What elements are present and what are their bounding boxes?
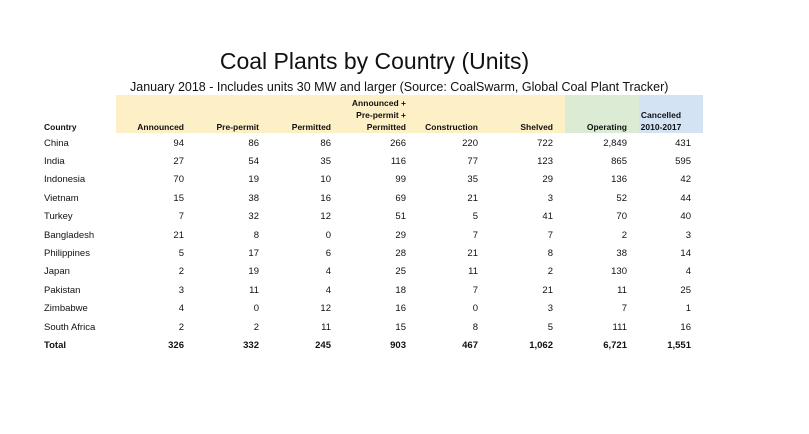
cell-construction: 220 bbox=[462, 137, 478, 149]
cell-announced-pre-permit-permitted: 99 bbox=[395, 174, 406, 186]
cell-shelved: 722 bbox=[537, 137, 553, 149]
table-row bbox=[44, 189, 695, 207]
cell-construction: 21 bbox=[467, 248, 478, 260]
cell-permitted: 16 bbox=[320, 192, 331, 204]
table-row bbox=[44, 152, 695, 170]
cell-shelved: 3 bbox=[547, 303, 553, 315]
page-title: Coal Plants by Country (Units) bbox=[219, 48, 530, 74]
cell-permitted: 12 bbox=[320, 303, 331, 315]
cell-country: India bbox=[44, 156, 65, 168]
cell-announced-pre-permit-permitted: 51 bbox=[395, 211, 406, 223]
cell-permitted: 4 bbox=[325, 266, 331, 278]
cell-cancelled: 16 bbox=[680, 321, 691, 333]
cell-shelved: 41 bbox=[542, 211, 553, 223]
cell-announced-pre-permit-permitted: 28 bbox=[395, 248, 406, 260]
column-header-permitted: Permitted bbox=[291, 122, 331, 132]
cell-permitted: 4 bbox=[325, 284, 331, 296]
cell-country: South Africa bbox=[44, 321, 96, 333]
table-row bbox=[44, 226, 695, 244]
cell-pre-permit: 332 bbox=[243, 339, 259, 351]
cell-construction: 77 bbox=[467, 156, 478, 168]
cell-announced: 70 bbox=[173, 174, 184, 186]
cell-operating: 7 bbox=[621, 303, 627, 315]
cell-operating: 2,849 bbox=[603, 137, 627, 149]
cell-cancelled: 3 bbox=[685, 229, 691, 241]
column-header-shelved: Shelved bbox=[520, 122, 553, 132]
cell-announced-pre-permit-permitted: 16 bbox=[395, 303, 406, 315]
table-row bbox=[44, 134, 695, 152]
table-row bbox=[44, 318, 695, 336]
table-row bbox=[44, 300, 695, 318]
cell-shelved: 5 bbox=[547, 321, 553, 333]
cell-cancelled: 14 bbox=[680, 248, 691, 260]
cell-construction: 21 bbox=[467, 192, 478, 204]
cell-pre-permit: 19 bbox=[248, 174, 259, 186]
cell-cancelled: 595 bbox=[675, 156, 691, 168]
cell-pre-permit: 86 bbox=[248, 137, 259, 149]
cell-announced-pre-permit-permitted: 15 bbox=[395, 321, 406, 333]
cell-announced-pre-permit-permitted: 903 bbox=[390, 339, 406, 351]
table-row bbox=[44, 281, 695, 299]
cell-operating: 2 bbox=[621, 229, 627, 241]
cell-country: China bbox=[44, 137, 69, 149]
cell-pre-permit: 8 bbox=[253, 229, 259, 241]
cell-shelved: 123 bbox=[537, 156, 553, 168]
cell-permitted: 11 bbox=[321, 321, 331, 333]
cell-cancelled: 44 bbox=[680, 192, 691, 204]
cell-construction: 467 bbox=[462, 339, 478, 351]
cell-country: Total bbox=[44, 339, 66, 351]
cell-announced-pre-permit-permitted: 18 bbox=[395, 284, 406, 296]
cell-construction: 7 bbox=[472, 229, 478, 241]
cell-announced: 21 bbox=[173, 229, 184, 241]
column-header-announced: Announced bbox=[137, 122, 184, 132]
table-header-row bbox=[44, 95, 695, 134]
cell-announced-pre-permit-permitted: 116 bbox=[390, 156, 406, 168]
cell-country: Bangladesh bbox=[44, 229, 95, 241]
cell-construction: 35 bbox=[467, 174, 478, 186]
cell-permitted: 0 bbox=[325, 229, 331, 241]
cell-country: Philippines bbox=[44, 248, 90, 260]
cell-operating: 70 bbox=[616, 211, 627, 223]
cell-permitted: 35 bbox=[320, 156, 331, 168]
cell-cancelled: 42 bbox=[680, 174, 691, 186]
column-header-pre-permit: Pre-permit bbox=[216, 122, 259, 132]
cell-operating: 6,721 bbox=[603, 339, 627, 351]
cell-announced: 15 bbox=[173, 192, 184, 204]
cell-cancelled: 40 bbox=[680, 211, 691, 223]
cell-announced: 27 bbox=[173, 156, 184, 168]
cell-country: Vietnam bbox=[44, 192, 79, 204]
cell-announced: 94 bbox=[173, 137, 184, 149]
cell-pre-permit: 17 bbox=[248, 248, 259, 260]
table-row bbox=[44, 208, 695, 226]
cell-pre-permit: 54 bbox=[248, 156, 259, 168]
cell-cancelled: 1 bbox=[685, 303, 691, 315]
page-subtitle: January 2018 - Includes units 30 MW and larger (Source: CoalSwarm, Global Coal Plant Tracker) bbox=[130, 80, 669, 94]
cell-pre-permit: 0 bbox=[253, 303, 259, 315]
cell-operating: 865 bbox=[611, 156, 627, 168]
cell-construction: 5 bbox=[472, 211, 478, 223]
cell-announced-pre-permit-permitted: 69 bbox=[395, 192, 406, 204]
cell-announced: 3 bbox=[178, 284, 184, 296]
cell-construction: 8 bbox=[472, 321, 478, 333]
cell-pre-permit: 11 bbox=[249, 284, 259, 296]
cell-permitted: 86 bbox=[320, 137, 331, 149]
cell-pre-permit: 19 bbox=[248, 266, 259, 278]
cell-country: Japan bbox=[44, 266, 70, 278]
cell-country: Indonesia bbox=[44, 174, 86, 186]
table-total-row bbox=[44, 336, 695, 354]
cell-construction: 0 bbox=[472, 303, 478, 315]
cell-cancelled: 25 bbox=[680, 284, 691, 296]
cell-operating: 136 bbox=[611, 174, 627, 186]
cell-announced: 326 bbox=[168, 339, 184, 351]
cell-permitted: 6 bbox=[325, 248, 331, 260]
cell-operating: 52 bbox=[616, 192, 627, 204]
cell-announced: 7 bbox=[178, 211, 184, 223]
cell-country: Pakistan bbox=[44, 284, 81, 296]
cell-cancelled: 1,551 bbox=[667, 339, 691, 351]
cell-announced: 4 bbox=[178, 303, 184, 315]
cell-permitted: 10 bbox=[320, 174, 331, 186]
cell-announced: 2 bbox=[178, 266, 184, 278]
cell-pre-permit: 38 bbox=[248, 192, 259, 204]
table-row bbox=[44, 171, 695, 189]
cell-operating: 111 bbox=[612, 321, 627, 333]
cell-announced: 2 bbox=[178, 321, 184, 333]
cell-announced-pre-permit-permitted: 29 bbox=[395, 229, 406, 241]
cell-country: Zimbabwe bbox=[44, 303, 88, 315]
cell-shelved: 8 bbox=[547, 248, 553, 260]
table-row bbox=[44, 263, 695, 281]
cell-shelved: 1,062 bbox=[529, 339, 553, 351]
cell-cancelled: 431 bbox=[675, 137, 691, 149]
cell-shelved: 21 bbox=[542, 284, 553, 296]
cell-country: Turkey bbox=[44, 211, 73, 223]
cell-shelved: 2 bbox=[547, 266, 553, 278]
cell-construction: 11 bbox=[468, 266, 478, 278]
cell-shelved: 7 bbox=[547, 229, 553, 241]
cell-announced: 5 bbox=[178, 248, 184, 260]
cell-announced-pre-permit-permitted: 266 bbox=[390, 137, 406, 149]
cell-permitted: 245 bbox=[315, 339, 331, 351]
cell-permitted: 12 bbox=[320, 211, 331, 223]
column-header-construction: Construction bbox=[425, 122, 478, 132]
column-header-cancelled: Cancelled 2010-2017 bbox=[640, 110, 682, 132]
column-header-country: Country bbox=[44, 122, 77, 132]
cell-shelved: 3 bbox=[547, 192, 553, 204]
cell-cancelled: 4 bbox=[685, 266, 691, 278]
cell-shelved: 29 bbox=[542, 174, 553, 186]
cell-operating: 38 bbox=[616, 248, 627, 260]
coal-plants-table bbox=[44, 95, 695, 355]
cell-operating: 130 bbox=[611, 266, 627, 278]
cell-announced-pre-permit-permitted: 25 bbox=[395, 266, 406, 278]
cell-construction: 7 bbox=[472, 284, 478, 296]
cell-operating: 11 bbox=[617, 284, 627, 296]
column-header-announced-pre-permit-permitted: Announced + Pre-permit + Permitted bbox=[351, 98, 406, 132]
cell-pre-permit: 32 bbox=[248, 211, 259, 223]
column-header-operating: Operating bbox=[586, 122, 627, 132]
table-row bbox=[44, 244, 695, 262]
table-body bbox=[44, 134, 695, 355]
cell-pre-permit: 2 bbox=[253, 321, 259, 333]
